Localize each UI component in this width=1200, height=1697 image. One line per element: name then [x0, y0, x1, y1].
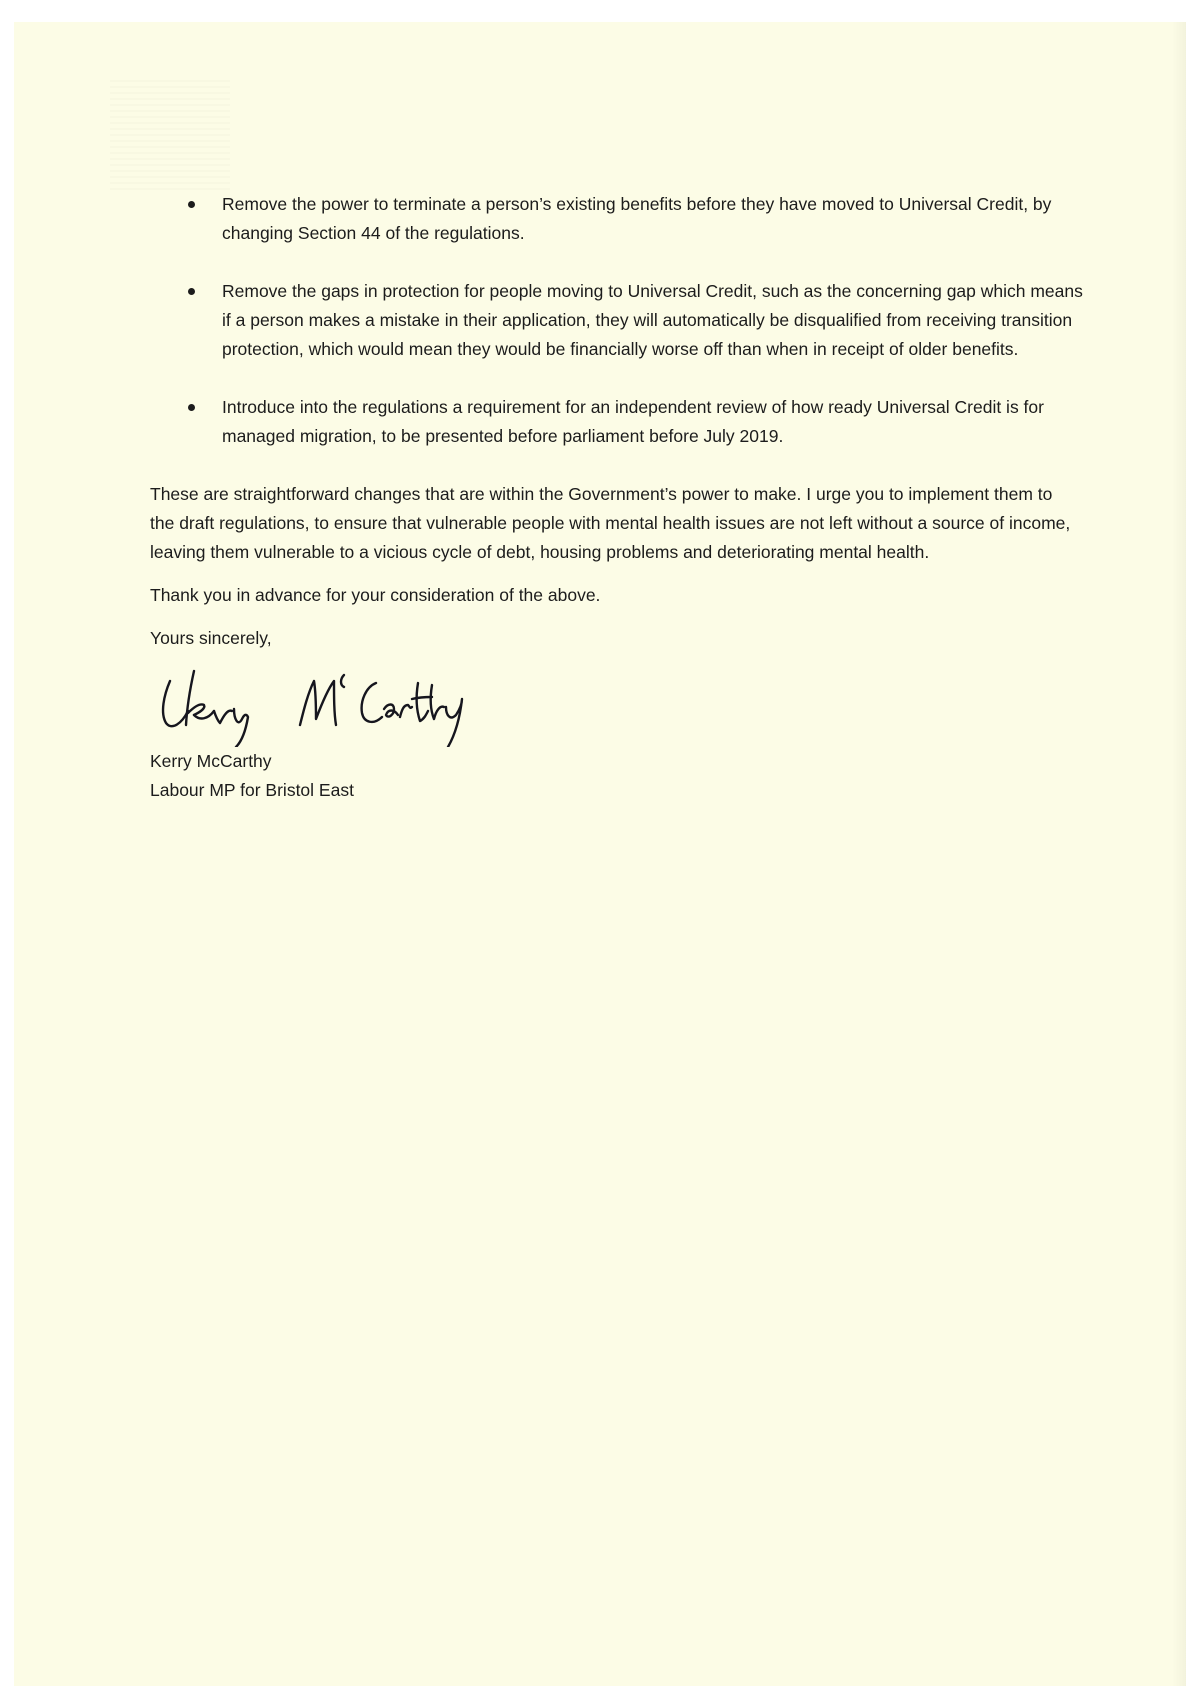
recommendation-list [150, 190, 1090, 451]
faint-watermark [110, 80, 230, 190]
closing-paragraph: These are straightforward changes that are within the Government’s power to make. I urge you to implement them to the draft regulations, to ensure that vulnerable people with mental health issues are not left without a source of income, leaving them vulnerable to a vicious cycle of debt, housing problems and deteriorating mental health. [150, 484, 1071, 562]
list-item-text: Remove the power to terminate a person’s existing benefits before they have moved to Universal Credit, by changing Section 44 of the regulations. [222, 194, 1052, 243]
list-item [150, 190, 1090, 248]
thanks-line: Thank you in advance for your consideration of the above. [150, 585, 601, 605]
list-item-text: Remove the gaps in protection for people moving to Universal Credit, such as the concerning gap which means if a person makes a mistake in their application, they will automatically be disqualified from receiving transition protection, which would mean they would be financially worse off than when in receipt of older benefits. [222, 281, 1083, 359]
list-item [150, 277, 1090, 364]
list-item [150, 393, 1090, 451]
letter-page [14, 22, 1186, 1686]
bullet-icon [188, 201, 195, 208]
signer-title: Labour MP for Bristol East [150, 780, 354, 800]
signer-name: Kerry McCarthy [150, 751, 272, 771]
bullet-icon [188, 288, 195, 295]
sign-off: Yours sincerely, [150, 628, 272, 648]
bullet-icon [188, 404, 195, 411]
letter-body [150, 190, 1090, 805]
handwritten-signature [154, 663, 484, 747]
list-item-text: Introduce into the regulations a requirement for an independent review of how ready Universal Credit is for managed migration, to be presented before parliament before July 2019. [222, 397, 1044, 446]
